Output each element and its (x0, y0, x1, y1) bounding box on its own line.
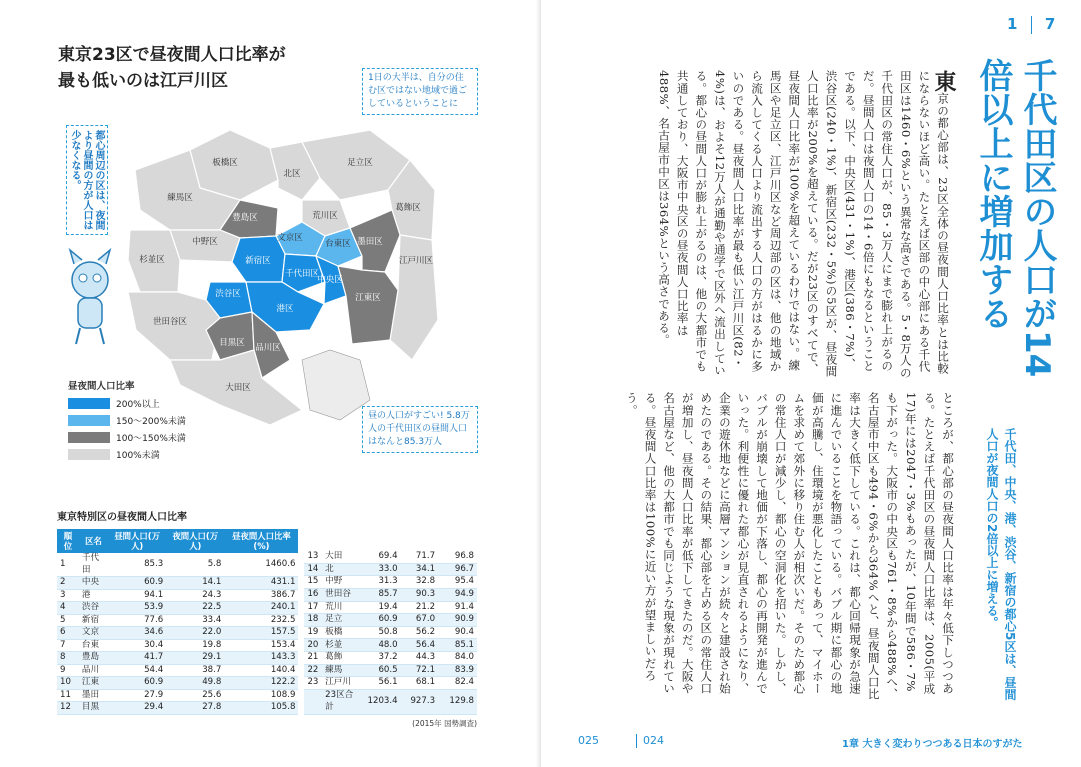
ratio-cell: 157.5 (224, 627, 298, 640)
ward-cell: 荒川 (322, 601, 362, 614)
ratio-table-left (57, 529, 298, 715)
body-text-bottom (612, 392, 957, 702)
night-cell: 33.4 (166, 614, 224, 627)
rank-cell: 2 (57, 577, 79, 590)
day-cell: 50.8 (362, 626, 401, 639)
day-cell: 31.3 (362, 576, 401, 589)
ward-cell: 葛飾 (322, 652, 362, 665)
ratio-cell: 82.4 (438, 677, 477, 690)
map-legend (68, 378, 208, 464)
table-row (304, 664, 477, 677)
page-number-right: 024 (643, 734, 664, 747)
table-row (304, 614, 477, 627)
ward-label: 中央区 (317, 275, 343, 285)
day-cell: 60.5 (362, 664, 401, 677)
ward-label: 足立区 (347, 158, 373, 168)
ward-label: 千代田区 (284, 269, 320, 279)
ratio-cell: 85.1 (438, 639, 477, 652)
legend-swatch (68, 398, 110, 409)
table-row (57, 553, 298, 577)
ward-cell: 千代田 (79, 553, 108, 577)
ratio-cell: 153.4 (224, 639, 298, 652)
body-bottom-paragraph: ところが、都心部の昼夜間人口比率は年々低下しつつある。たとえば千代田区の昼夜間人口比率は、2005(平成17)年には2047・3%もあったが、10年間で586・7%も下がった。大阪市の中央区も761・8%から488%へ、名古屋市中区も494・6%から364%へと、昼夜間人口比率は大きく低下している。これは、都心回帰現象が急速に進んでいることを物語っている。バブル期に都心の地価が高騰し、住環境が悪化したこともあって、マイホームを求めて郊外に移り住む人が相次いだ。そのため都心の常住人口が減少し、都心の空洞化を招いた。しかし、バブルが崩壊して地価が下落し、都心の再開発が進んでいった。利便性に優れた都心が見直されるようになり、企業の遊休地などに高層マンションが続々と建設され始めたのである。その結果、都心部を占める区の常住人口が増加し、昼夜間人口比率が低下してきたのだ。大阪や名古屋など、他の大都市でも同じような現象が現れている。昼夜間人口比率は100%に近い方が望ましいだろう。 (624, 392, 955, 701)
rank-cell: 12 (57, 702, 79, 715)
day-cell: 1203.4 (362, 690, 401, 714)
legend-swatch (68, 449, 110, 460)
legend-item-150-200 (68, 413, 208, 428)
ward-cell: 北 (322, 563, 362, 576)
bay-islands (302, 350, 370, 420)
night-cell: 34.1 (401, 563, 438, 576)
col-day: 昼間人口(万人) (108, 529, 166, 553)
ratio-cell: 108.9 (224, 689, 298, 702)
ratio-cell: 96.8 (438, 551, 477, 563)
table-row (57, 577, 298, 590)
chapter-number: 1 (1007, 15, 1018, 33)
ratio-cell: 95.4 (438, 576, 477, 589)
table-header-row (304, 529, 477, 551)
ratio-cell: 122.2 (224, 677, 298, 690)
col-ward: 区名 (79, 529, 108, 553)
night-cell: 38.7 (166, 664, 224, 677)
col-ratio: 昼夜間人口比率(%) (224, 529, 298, 553)
legend-label: 150〜200%未満 (116, 417, 186, 427)
ward-cell: 新宿 (79, 614, 108, 627)
table-row (57, 639, 298, 652)
col-rank-blank (304, 529, 322, 551)
page-number-left: 025 (578, 734, 599, 747)
rank-cell: 14 (304, 563, 322, 576)
legend-label: 200%以上 (116, 400, 160, 410)
ratio-cell: 386.7 (224, 589, 298, 602)
section-subtitle: 千代田、中央、港、渋谷、新宿の都心5区は、昼間人口が夜間人口の2倍以上に増える。 (985, 428, 1017, 701)
ward-region (338, 266, 398, 344)
night-cell: 29.1 (166, 652, 224, 665)
night-cell: 22.0 (166, 627, 224, 640)
table-row (57, 589, 298, 602)
legend-swatch (68, 432, 110, 443)
ward-cell: 品川 (79, 664, 108, 677)
ratio-cell: 1460.6 (224, 553, 298, 577)
table-row (304, 639, 477, 652)
table-row (57, 627, 298, 640)
rank-cell: 20 (304, 639, 322, 652)
day-cell: 41.7 (108, 652, 166, 665)
heading-line-2: 最も低いのは江戸川区 (58, 71, 228, 91)
rank-cell: 23 (304, 677, 322, 690)
section-number: 7 (1044, 15, 1056, 33)
ratio-cell: 240.1 (224, 602, 298, 615)
ward-label: 北区 (283, 169, 301, 179)
ward-cell: 港 (79, 589, 108, 602)
ward-cell: 目黒 (79, 702, 108, 715)
ward-cell: 文京 (79, 627, 108, 640)
ward-label: 板橋区 (212, 158, 238, 168)
night-cell: 21.2 (401, 601, 438, 614)
table-row (57, 664, 298, 677)
ward-cell: 豊島 (79, 652, 108, 665)
night-cell: 90.3 (401, 588, 438, 601)
rank-cell: 7 (57, 639, 79, 652)
rank-cell: 10 (57, 677, 79, 690)
ratio-cell: 232.5 (224, 614, 298, 627)
ratio-cell: 129.8 (438, 690, 477, 714)
night-cell: 25.6 (166, 689, 224, 702)
body-text-top (612, 70, 956, 380)
night-cell: 67.0 (401, 614, 438, 627)
legend-item-200-plus (68, 396, 208, 411)
ward-cell: 渋谷 (79, 602, 108, 615)
night-cell: 5.8 (166, 553, 224, 577)
mascot-illustration (60, 240, 120, 350)
table-row (304, 652, 477, 665)
night-cell: 44.3 (401, 652, 438, 665)
ward-cell: 足立 (322, 614, 362, 627)
callout-daytime-text: 1日の大半は、自分の住む区ではない地域で過ごしているということに (368, 73, 468, 109)
ward-cell: 練馬 (322, 664, 362, 677)
ratio-cell: 91.4 (438, 601, 477, 614)
ward-label: 練馬区 (167, 193, 193, 203)
rank-cell: 17 (304, 601, 322, 614)
rank-cell: 18 (304, 614, 322, 627)
legend-item-100-150 (68, 430, 208, 445)
col-night-blank (401, 529, 438, 551)
ward-label: 葛飾区 (395, 203, 421, 213)
ward-cell: 大田 (322, 551, 362, 563)
rank-cell: 22 (304, 664, 322, 677)
rank-cell: 11 (57, 689, 79, 702)
callout-daytime (362, 68, 478, 115)
ward-label: 杉並区 (139, 255, 165, 265)
body-top-paragraph: 京の都心部は、23区全体の昼夜間人口比率とは比較にならないほど高い。たとえば区部の中心部にある千代田区は1460・6%という異常な高さである。5・8万人の千代田区の常住人口が、85・3万人にまで膨れ上がるのだ。昼間人口は夜間人口の14・6倍にもなるということである。以下、中央区(431・1%)、港区(386・7%)、渋谷区(240・1%)、新宿区(232・5%)の5区が、昼夜間人口比率が200%を超えている。だが23区のすべてで、昼夜間人口比率が100%を超えているわけではない。練馬区や足立区、江戸川区など周辺部の区は、他の地域から流入してくる人口より流出する人口の方がはるかに多いのである。昼夜間人口比率が最も低い江戸川区(82・4%)は、およそ12万人が通勤や通学で区外へ流出している。都心の昼間人口が膨れ上がるのは、他の大都市でも共通しており、大阪市中央区の昼夜間人口比率は488%、名古屋市中区は364%という高さである。 (657, 70, 950, 379)
ward-cell: 台東 (79, 639, 108, 652)
ratio-table-right (304, 529, 477, 715)
rank-cell: 19 (304, 626, 322, 639)
ratio-cell: 90.9 (438, 614, 477, 627)
legend-title: 昼夜間人口比率 (68, 381, 135, 392)
ward-label: 台東区 (325, 239, 351, 249)
night-cell: 22.5 (166, 602, 224, 615)
ward-cell: 江戸川 (322, 677, 362, 690)
callout-chiyoda-text: 昼の人口がすごい! 5.8万人の千代田区の昼間人口はなんと85.3万人 (368, 411, 470, 447)
rank-cell: 5 (57, 614, 79, 627)
ward-cell: 23区合計 (322, 690, 362, 714)
legend-label: 100%未満 (116, 451, 160, 461)
day-cell: 94.1 (108, 589, 166, 602)
table-row (57, 702, 298, 715)
ratio-table-section (57, 508, 477, 729)
day-cell: 27.9 (108, 689, 166, 702)
day-cell: 30.4 (108, 639, 166, 652)
day-cell: 56.1 (362, 677, 401, 690)
ward-label: 江東区 (355, 293, 381, 303)
ward-label: 文京区 (277, 233, 303, 243)
rank-cell: 13 (304, 551, 322, 563)
rank-cell: 8 (57, 652, 79, 665)
rank-cell: 16 (304, 588, 322, 601)
ratio-cell: 94.9 (438, 588, 477, 601)
rank-cell: 4 (57, 602, 79, 615)
day-cell: 33.0 (362, 563, 401, 576)
legend-item-under-100 (68, 447, 208, 462)
day-cell: 60.9 (108, 677, 166, 690)
ratio-cell: 83.9 (438, 664, 477, 677)
ward-label: 荒川区 (312, 211, 338, 221)
col-rank: 順位 (57, 529, 79, 553)
table-row (304, 576, 477, 589)
ward-label: 墨田区 (357, 237, 383, 247)
table-row (57, 614, 298, 627)
table-columns (57, 529, 477, 715)
rank-cell: 15 (304, 576, 322, 589)
night-cell: 27.8 (166, 702, 224, 715)
rank-cell: 9 (57, 664, 79, 677)
day-cell: 54.4 (108, 664, 166, 677)
night-cell: 927.3 (401, 690, 438, 714)
table-row (304, 588, 477, 601)
table-row (304, 601, 477, 614)
day-cell: 60.9 (362, 614, 401, 627)
heading-line-1: 東京23区で昼夜間人口比率が (58, 45, 286, 65)
rank-cell (304, 690, 322, 714)
night-cell: 56.4 (401, 639, 438, 652)
ward-cell: 江東 (79, 677, 108, 690)
table-source: (2015年 国勢調査) (412, 718, 477, 728)
night-cell: 56.2 (401, 626, 438, 639)
day-cell: 69.4 (362, 551, 401, 563)
night-cell: 68.1 (401, 677, 438, 690)
ward-cell: 墨田 (79, 689, 108, 702)
col-day-blank (362, 529, 401, 551)
callout-chiyoda (362, 406, 478, 453)
rank-cell: 6 (57, 627, 79, 640)
legend-label: 100〜150%未満 (116, 434, 186, 444)
table-row (57, 602, 298, 615)
ward-label: 江戸川区 (398, 256, 434, 266)
ratio-cell: 96.7 (438, 563, 477, 576)
table-row (304, 690, 477, 714)
ward-label: 品川区 (255, 343, 281, 353)
ratio-cell: 90.4 (438, 626, 477, 639)
day-cell: 53.9 (108, 602, 166, 615)
day-cell: 19.4 (362, 601, 401, 614)
ratio-cell: 140.4 (224, 664, 298, 677)
day-cell: 37.2 (362, 652, 401, 665)
day-cell: 29.4 (108, 702, 166, 715)
ward-label: 渋谷区 (215, 289, 241, 299)
running-footer: 1章 大きく変わりつつある日本のすがた (842, 739, 1023, 750)
night-cell: 49.8 (166, 677, 224, 690)
ward-label: 中野区 (192, 237, 218, 247)
ward-label: 世田谷区 (152, 317, 188, 327)
callout-periphery-text: 都心周辺の区は、夜間より昼間の方が人口は少なくなる。 (69, 130, 104, 230)
table-row (304, 563, 477, 576)
night-cell: 71.7 (401, 551, 438, 563)
night-cell: 24.3 (166, 589, 224, 602)
callout-periphery (66, 125, 108, 235)
table-title: 東京特別区の昼夜間人口比率 (57, 512, 187, 523)
section-title: 千代田区の人口が14倍以上に増加する (973, 58, 1057, 378)
ratio-cell: 431.1 (224, 577, 298, 590)
rank-cell: 1 (57, 553, 79, 577)
ward-label: 新宿区 (245, 256, 271, 266)
ward-label: 目黒区 (219, 338, 245, 348)
night-cell: 72.1 (401, 664, 438, 677)
ratio-cell: 84.0 (438, 652, 477, 665)
ward-cell: 世田谷 (322, 588, 362, 601)
day-cell: 60.9 (108, 577, 166, 590)
table-row (57, 689, 298, 702)
ward-label: 大田区 (225, 383, 251, 393)
drop-cap: 東 (931, 70, 956, 93)
ward-cell: 中野 (322, 576, 362, 589)
table-body-left (57, 553, 298, 714)
table-row (304, 551, 477, 563)
day-cell: 48.0 (362, 639, 401, 652)
ward-cell: 中央 (79, 577, 108, 590)
table-header-row (57, 529, 298, 553)
rank-cell: 21 (304, 652, 322, 665)
legend-swatch (68, 415, 110, 426)
night-cell: 19.8 (166, 639, 224, 652)
day-cell: 85.7 (362, 588, 401, 601)
table-row (57, 652, 298, 665)
table-body-right (304, 551, 477, 714)
table-row (57, 677, 298, 690)
ward-label: 豊島区 (232, 213, 258, 223)
night-cell: 14.1 (166, 577, 224, 590)
ward-cell: 板橋 (322, 626, 362, 639)
chapter-marker (1007, 15, 1067, 41)
page-number-divider (636, 734, 637, 748)
chapter-divider (1031, 16, 1032, 34)
day-cell: 85.3 (108, 553, 166, 577)
ratio-cell: 105.8 (224, 702, 298, 715)
col-ratio-blank (438, 529, 477, 551)
night-cell: 32.8 (401, 576, 438, 589)
col-night: 夜間人口(万人) (166, 529, 224, 553)
ward-label: 港区 (276, 304, 294, 314)
day-cell: 34.6 (108, 627, 166, 640)
rank-cell: 3 (57, 589, 79, 602)
ratio-cell: 143.3 (224, 652, 298, 665)
ward-cell: 杉並 (322, 639, 362, 652)
day-cell: 77.6 (108, 614, 166, 627)
col-ward-blank (322, 529, 362, 551)
table-row (304, 626, 477, 639)
table-row (304, 677, 477, 690)
